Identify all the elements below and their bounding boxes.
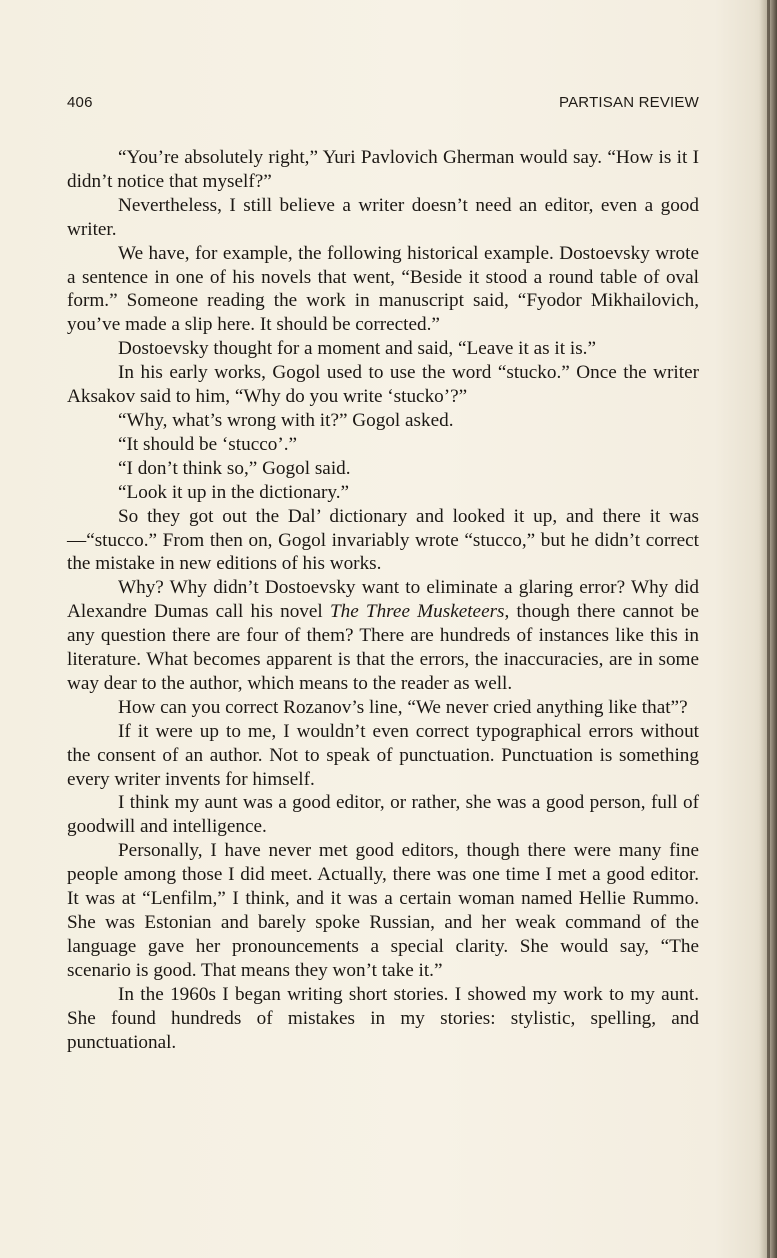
paragraph: How can you correct Rozanov’s line, “We never cried anything like that”? — [118, 696, 688, 718]
paragraph: We have, for example, the following historical example. Dostoevsky wrote a sentence in one of his novels that went, “Beside it stood a round table of oval form.” Someone reading the work in manuscript said, “Fyodor Mikhailovich, you’ve made a slip here. It should be corrected.” — [67, 242, 699, 336]
paragraph: “You’re absolutely right,” Yuri Pavlovich Gherman would say. “How is it I didn’t notice that myself?” — [67, 147, 699, 192]
paragraph: I think my aunt was a good editor, or rather, she was a good person, full of goodwill and intelligence. — [67, 792, 699, 838]
paragraph: Personally, I have never met good editors, though there were many fine people among those I did meet. Actually, there was one time I met a good editor. It was at “Lenfilm,” I think, and it was a certain woman named Hellie Rummo. She was Estonian and barely spoke Russian, and her weak command of the language gave her pronouncements a special clarity. She would say, “The scenario is good. That means they won’t take it.” — [67, 840, 699, 981]
book-title: The Three Musketeers — [329, 601, 505, 623]
paragraph: Nevertheless, I still believe a writer doesn’t need an editor, even a good writer. — [67, 194, 699, 240]
paragraph: Why? Why didn’t Dostoevsky want to eliminate a glaring error? Why did Alexandre Dumas call his novel The Three Musketeers, though there cannot be any question there are four of them? There are hundreds of instances like this in literature. What becomes apparent is that the errors, the inaccuracies, are in some way dear to the author, which means to the reader as well. — [67, 577, 699, 694]
paragraph: “Why, what’s wrong with it?” Gogol asked. — [118, 409, 454, 431]
paragraph: In his early works, Gogol used to use the word “stucko.” Once the writer Aksakov said to him, “Why do you write ‘stucko’?” — [67, 362, 699, 408]
paragraph: Dostoevsky thought for a moment and said, “Leave it as it is.” — [118, 338, 596, 360]
paragraph: If it were up to me, I wouldn’t even correct typographical errors without the consent of an author. Not to speak of punctuation. Punctuation is something every writer invents for himself. — [67, 720, 699, 790]
paragraph: So they got out the Dal’ dictionary and looked it up, and there it was—“stucco.” From then on, Gogol invariably wrote “stucco,” but he didn’t correct the mistake in new editions of his works. — [67, 505, 699, 575]
paragraph: “It should be ‘stucco’.” — [118, 433, 298, 455]
paragraph: In the 1960s I began writing short stories. I showed my work to my aunt. She found hundreds of mistakes in my stories: stylistic, spelling, and punctuational. — [67, 983, 699, 1053]
page-edge-line — [767, 0, 770, 1258]
journal-title: PARTISAN REVIEW — [559, 94, 699, 111]
page-number: 406 — [67, 94, 93, 111]
paragraph: “Look it up in the dictionary.” — [118, 481, 350, 503]
paragraph: “I don’t think so,” Gogol said. — [118, 457, 351, 479]
body-text — [67, 146, 699, 1054]
running-header — [67, 94, 699, 114]
